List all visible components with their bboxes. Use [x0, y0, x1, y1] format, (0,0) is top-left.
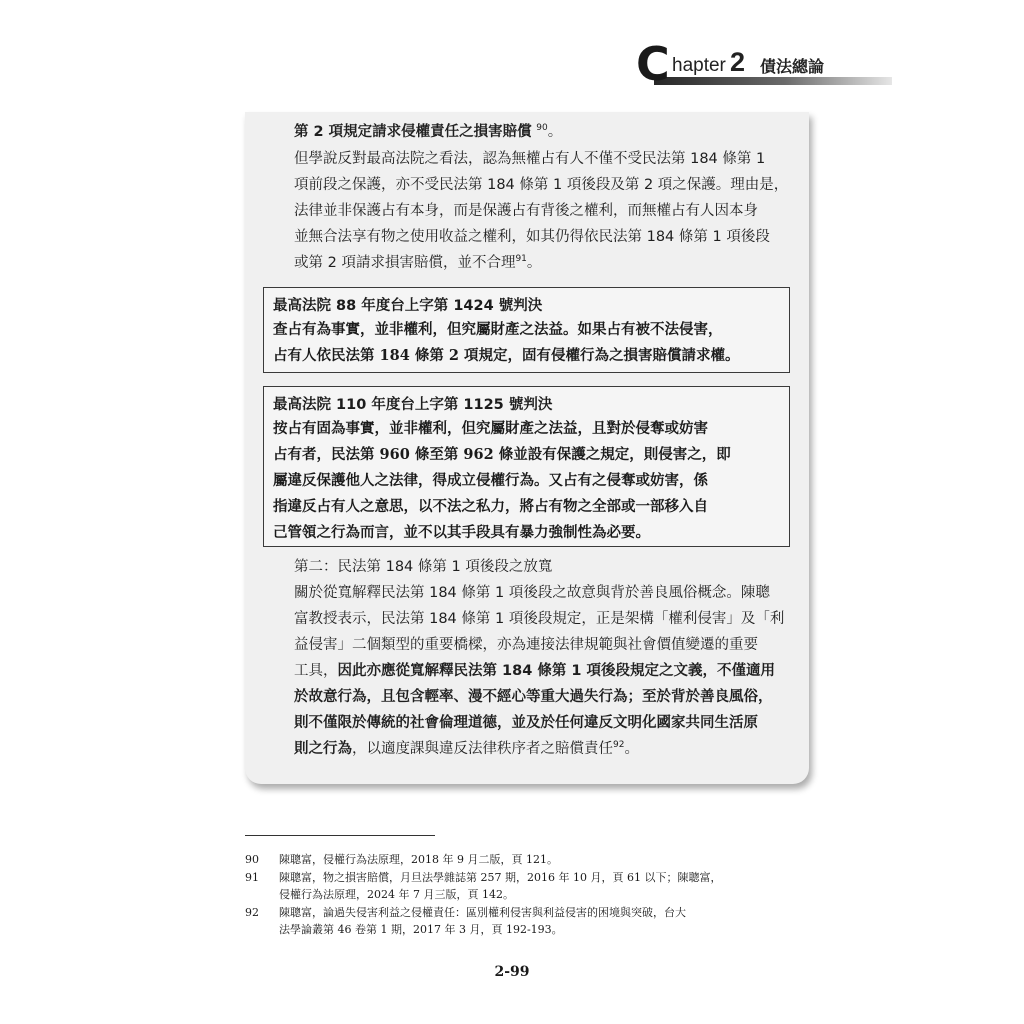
footnote-number: 90 — [245, 853, 259, 866]
footnote-number: 91 — [245, 871, 259, 884]
footnote-text: 陳聰富，物之損害賠償，月旦法學雜誌第 257 期，2016 年 10 月，頁 61 以下；陳聰富， — [279, 871, 722, 884]
section-2-heading: 第二：民法第 184 條第 1 項後段之放寬 — [294, 559, 553, 575]
footnote-number: 92 — [245, 906, 259, 919]
section-2-line: 富教授表示，民法第 184 條第 1 項後段規定，正是架構「權利侵害」及「利 — [294, 611, 785, 627]
paragraph-1-text: 第 2 項規定請求侵權責任之損害賠償 — [294, 124, 532, 140]
section-2-line — [294, 710, 802, 736]
chapter-title: 債法總論 — [760, 57, 825, 76]
chapter-number: 2 — [730, 47, 746, 77]
section-2-plain: 工具， — [294, 663, 338, 679]
footnote-text: 侵權行為法原理，2024 年 7 月三版，頁 142。 — [279, 888, 514, 901]
paragraph-2-last-text: 或第 2 項請求損害賠償，並不合理 — [294, 255, 516, 271]
court-ruling-line: 指違反占有人之意思，以不法之私力，將占有物之全部或一部移入自 — [273, 498, 708, 515]
paragraph-1-end: 。 — [547, 124, 563, 140]
court-ruling-box-2 — [263, 386, 790, 547]
section-2-line — [294, 684, 802, 710]
paragraph-2-line: 但學說反對最高法院之看法，認為無權占有人不僅不受民法第 184 條第 1 — [294, 151, 766, 167]
paragraph-1 — [294, 119, 802, 145]
chapter-word: hapter — [672, 55, 726, 76]
court-ruling-line: 按占有固為事實，並非權利，但究屬財產之法益，且對於侵奪或妨害 — [273, 420, 708, 437]
chapter-header — [636, 37, 892, 94]
section-2-line — [294, 736, 802, 762]
court-ruling-line: 查占有為事實，並非權利，但究屬財產之法益。如果占有被不法侵害， — [273, 321, 723, 338]
footnote-ref-90[interactable]: 90 — [536, 123, 548, 133]
court-ruling-line: 占有人依民法第 184 條第 2 項規定，固有侵權行為之損害賠償請求權。 — [273, 347, 740, 364]
chapter-letter: C — [636, 37, 670, 91]
footnote-92 — [245, 904, 805, 938]
section-2-line: 關於從寬解釋民法第 184 條第 1 項後段之故意與背於善良風俗概念。陳聰 — [294, 585, 770, 601]
footnote-ref-91[interactable]: 91 — [515, 254, 527, 264]
section-2-bold: 因此亦應從寬解釋民法第 184 條第 1 項後段規定之文義，不僅適用 — [337, 663, 776, 679]
section-2-bold: 於故意行為，且包含輕率、漫不經心等重大過失行為；至於背於善良風俗， — [294, 689, 773, 705]
court-ruling-line: 己管領之行為而言，並不以其手段具有暴力強制性為必要。 — [273, 524, 650, 541]
paragraph-2-line: 項前段之保護，亦不受民法第 184 條第 1 項後段及第 2 項之保護。理由是， — [294, 177, 789, 193]
court-ruling-title: 最高法院 88 年度台上字第 1424 號判決 — [273, 298, 543, 314]
footnote-ref-92[interactable]: 92 — [613, 740, 625, 750]
section-2-plain: ，以適度課與違反法律秩序者之賠償責任 — [352, 741, 613, 757]
footnote-text: 陳聰富，侵權行為法原理，2018 年 9 月二版，頁 121。 — [279, 853, 558, 866]
footnote-91 — [245, 869, 805, 903]
section-2-line — [294, 658, 802, 684]
footnote-divider — [245, 835, 435, 836]
section-2-line: 益侵害」二個類型的重要橋樑，亦為連接法律規範與社會價值變遷的重要 — [294, 637, 758, 653]
chapter-header-bar — [654, 77, 892, 85]
paragraph-2 — [294, 146, 802, 276]
page-number: 2-99 — [494, 964, 530, 980]
paragraph-2-line: 法律並非保護占有本身，而是保護占有背後之權利，而無權占有人因本身 — [294, 203, 758, 219]
court-ruling-box-1 — [263, 287, 790, 373]
footnote-90 — [245, 851, 805, 868]
section-2-bold: 則不僅限於傳統的社會倫理道德，並及於任何違反文明化國家共同生活原 — [294, 715, 758, 731]
footnote-text: 法學論叢第 46 卷第 1 期，2017 年 3 月，頁 192-193。 — [279, 923, 563, 936]
footnote-text: 陳聰富，論過失侵害利益之侵權責任：區別權利侵害與利益侵害的困境與突破，台大 — [279, 906, 686, 919]
section-2 — [294, 554, 802, 762]
paragraph-2-line: 並無合法享有物之使用收益之權利，如其仍得依民法第 184 條第 1 項後段 — [294, 229, 770, 245]
court-ruling-line: 占有者，民法第 960 條至第 962 條並設有保護之規定，則侵害之，即 — [273, 446, 731, 463]
court-ruling-title: 最高法院 110 年度台上字第 1125 號判決 — [273, 397, 553, 413]
court-ruling-line: 屬違反保護他人之法律，得成立侵權行為。又占有之侵奪或妨害，係 — [273, 472, 708, 489]
paragraph-2-end: 。 — [526, 255, 542, 271]
section-2-end: 。 — [624, 741, 639, 757]
paragraph-2-line-last — [294, 250, 802, 276]
section-2-bold: 則之行為 — [294, 741, 352, 757]
